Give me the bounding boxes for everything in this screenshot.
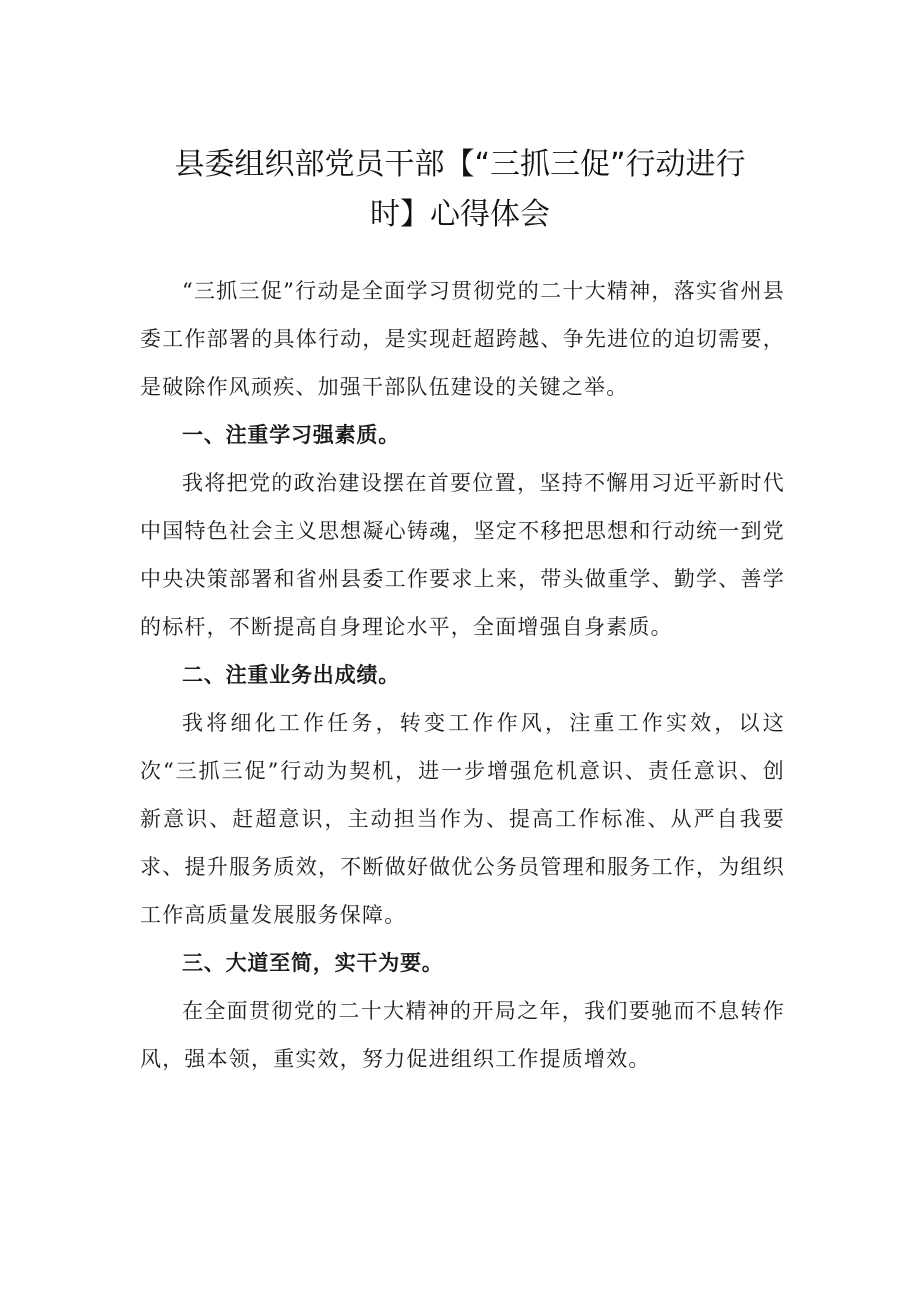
section-1-paragraph: 我将把党的政治建设摆在首要位置，坚持不懈用习近平新时代中国特色社会主义思想凝心铸魂，坚定不移把思想和行动统一到党中央决策部署和省州县委工作要求上来，带头做重学、勤学、善学的标杆，不断提高自身理论水平，全面增强自身素质。 xyxy=(140,471,785,639)
intro-paragraph: “三抓三促”行动是全面学习贯彻党的二十大精神，落实省州县委工作部署的具体行动，是实现赶超跨越、争先进位的迫切需要，是破除作风顽疾、加强干部队伍建设的关键之举。 xyxy=(140,279,785,399)
title-line-1: 县委组织部党员干部【“三抓三促”行动进行 xyxy=(174,147,746,182)
title-line-2: 时】心得体会 xyxy=(370,197,550,232)
section-2-heading: 二、注重业务出成绩。 xyxy=(182,663,400,687)
section-3-paragraph: 在全面贯彻党的二十大精神的开局之年，我们要驰而不息转作风，强本领，重实效，努力促进组织工作提质增效。 xyxy=(140,999,785,1071)
document-title xyxy=(140,140,780,240)
section-2-paragraph: 我将细化工作任务，转变工作作风，注重工作实效，以这次“三抓三促”行动为契机，进一步增强危机意识、责任意识、创新意识、赶超意识，主动担当作为、提高工作标准、从严自我要求、提升服务质效，不断做好做优公务员管理和服务工作，为组织工作高质量发展服务保障。 xyxy=(140,711,785,927)
section-3-heading: 三、大道至简，实干为要。 xyxy=(182,951,444,975)
section-1-heading: 一、注重学习强素质。 xyxy=(182,423,400,447)
